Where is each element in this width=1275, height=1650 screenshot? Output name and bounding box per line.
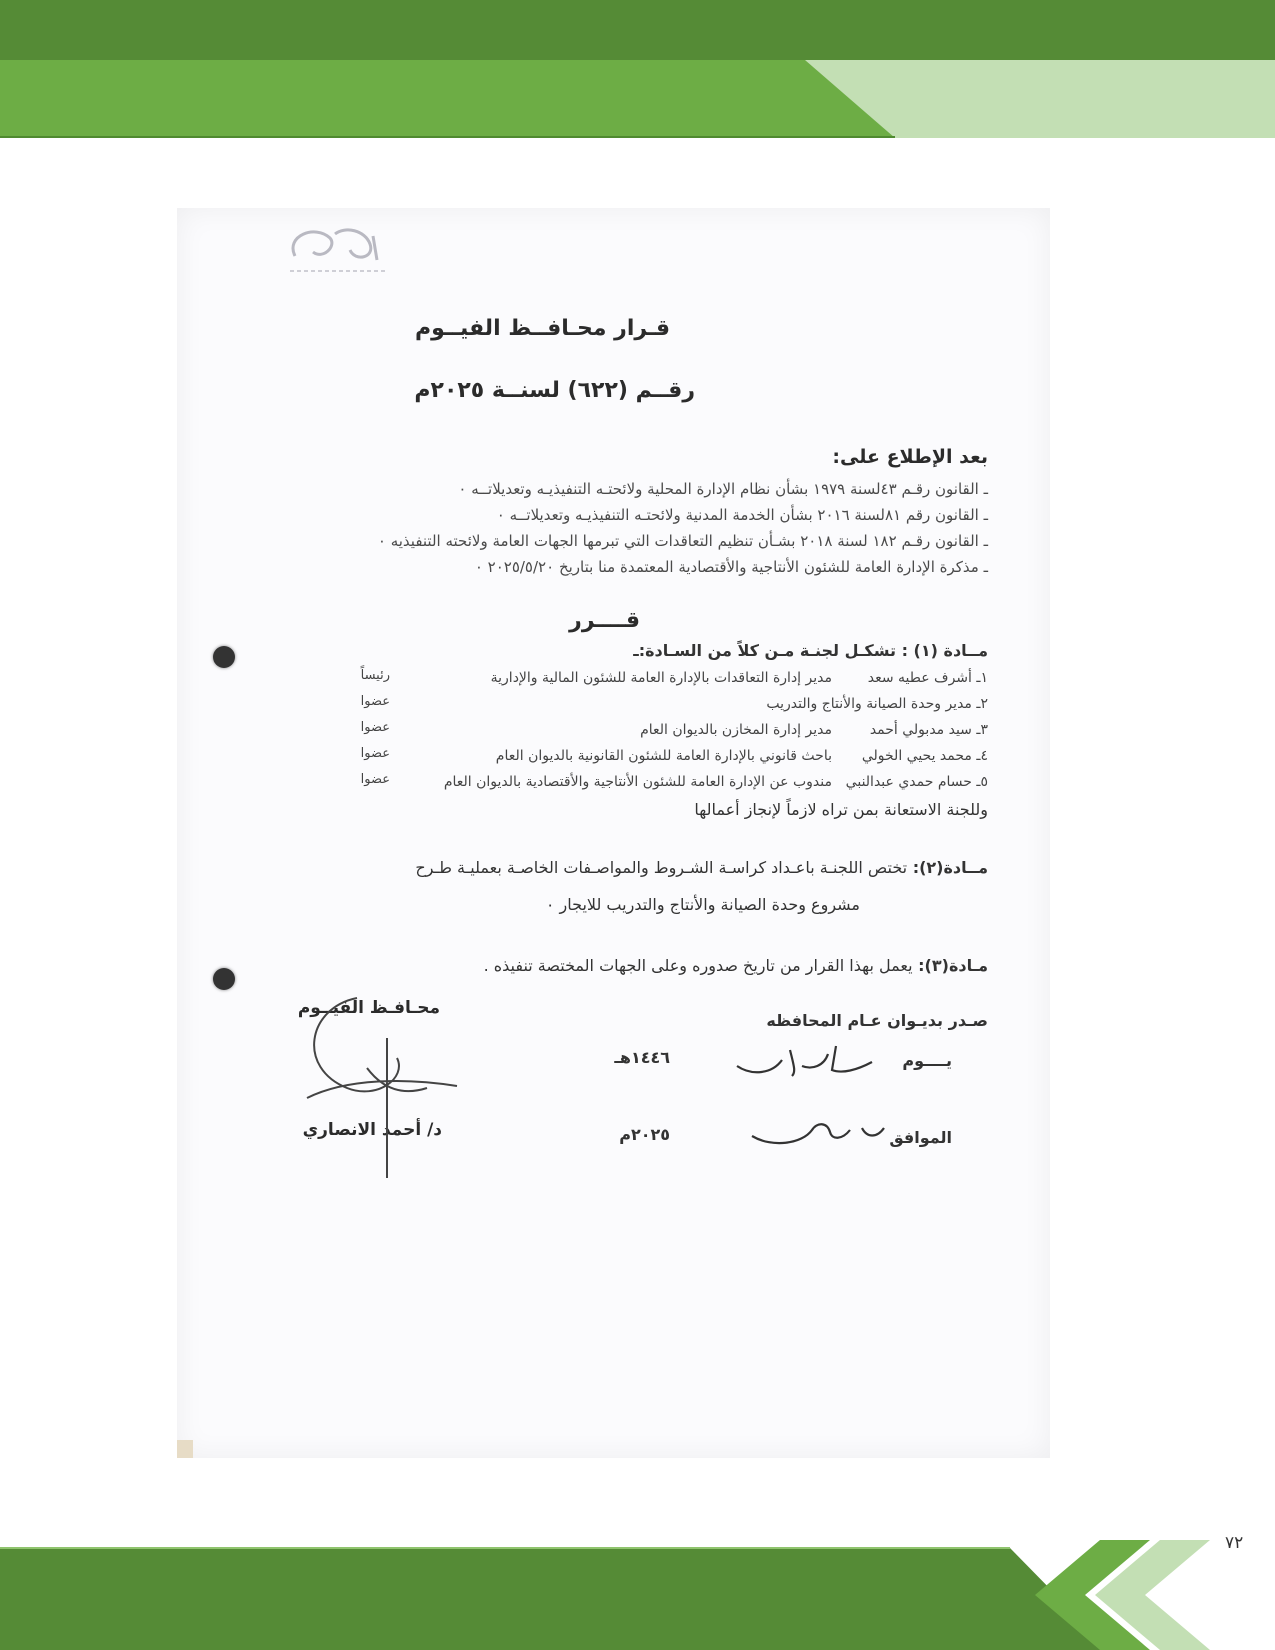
member-title: مدير إدارة التعاقدات بالإدارة العامة للشئون المالية والإدارية [490,670,832,686]
handwritten-month-icon [742,1108,892,1152]
article-2-continuation: مشروع وحدة الصيانة والأنتاج والتدريب للايجار ٠ [545,895,860,914]
whereas-item: ـ القانون رقـم ٤٣لسنة ١٩٧٩ بشأن نظام الإدارة المحلية ولائحتـه التنفيذيـه وتعديلاتــه ٠ [458,480,988,498]
committee-closing: وللجنة الاستعانة بمن تراه لازماً لإنجاز أعمالها [694,800,988,819]
member-role: عضوا [360,720,390,735]
decree-number: رقــم (٦٢٢) لسنــة ٢٠٢٥م [414,378,695,403]
footer-green-band [0,1540,1275,1650]
scanned-decree [177,208,1050,1458]
article-3-heading [484,956,988,975]
article-label: مــادة (١) : [901,641,988,660]
corresponding-label: الموافق [889,1128,952,1147]
member-role: عضوا [360,746,390,761]
decided-heading: قــــرر [569,608,640,633]
signatory-title: محـافـظ الفيــوم [297,998,440,1018]
member-role: عضوا [360,772,390,787]
issued-at: صـدر بديـوان عـام المحافظه [766,1011,988,1030]
ministry-logo-icon [275,216,395,280]
whereas-item: ـ مذكرة الإدارة العامة للشئون الأنتاجية والأقتصادية المعتمدة منا بتاريخ ٢٠٢٥/٥/٢٠ ٠ [474,558,988,576]
hole-punch-icon [213,968,235,990]
hijri-year: ١٤٤٦هـ [614,1048,670,1067]
article-1-heading [633,641,988,660]
article-label: مــادة(٢): [912,858,988,877]
header-dark-bar [0,0,1275,60]
member-name: ٤ـ محمد يحيي الخولي [861,748,988,764]
member-name: ٥ـ حسام حمدي عبدالنبي [845,774,988,790]
article-text: تشكـل لجنـة مـن كلاً من السـادة:ـ [633,641,896,660]
member-title: باحث قانوني بالإدارة العامة للشئون القانونية بالديوان العام [495,748,832,764]
signatory-name: د/ أحمد الانصاري [302,1120,442,1140]
member-role: عضوا [360,694,390,709]
article-text: تختص اللجنـة باعـداد كراسـة الشـروط والمواصـفات الخاصـة بعمليـة طـرح [415,858,908,877]
member-role: رئيساً [360,668,390,683]
member-title: مندوب عن الإدارة العامة للشئون الأنتاجية والأقتصادية بالديوان العام [443,774,832,790]
member-name: ٢ـ مدير وحدة الصيانة والأنتاج والتدريب [766,696,988,712]
page-number: ٧٢ [1225,1533,1244,1553]
article-2-heading [415,858,988,877]
whereas-heading: بعد الإطلاع على: [832,446,988,468]
governor-signature-icon [287,978,487,1178]
member-name: ١ـ أشرف عطيه سعد [867,670,988,686]
article-label: مـادة(٣): [918,956,988,975]
gregorian-year: ٢٠٢٥م [619,1125,670,1144]
day-label: يــــوم [902,1051,952,1070]
hole-punch-icon [213,646,235,668]
article-text: يعمل بهذا القرار من تاريخ صدوره وعلى الجهات المختصة تنفيذه . [483,956,913,975]
decree-title: قـرار محـافــظ الفيــوم [415,316,670,341]
scan-edge [177,1440,193,1458]
whereas-item: ـ القانون رقـم ١٨٢ لسنة ٢٠١٨ بشـأن تنظيم التعاقدات التي تبرمها الجهات العامة ولائحته التنفيذيه ٠ [377,532,988,550]
header-green-band [0,60,1275,138]
handwritten-day-icon [732,1036,882,1084]
whereas-item: ـ القانون رقم ٨١لسنة ٢٠١٦ بشأن الخدمة المدنية ولائحتـه التنفيذيـه وتعديلاتــه ٠ [496,506,988,524]
member-title: مدير إدارة المخازن بالديوان العام [640,722,832,738]
member-name: ٣ـ سيد مدبولي أحمد [869,722,988,738]
